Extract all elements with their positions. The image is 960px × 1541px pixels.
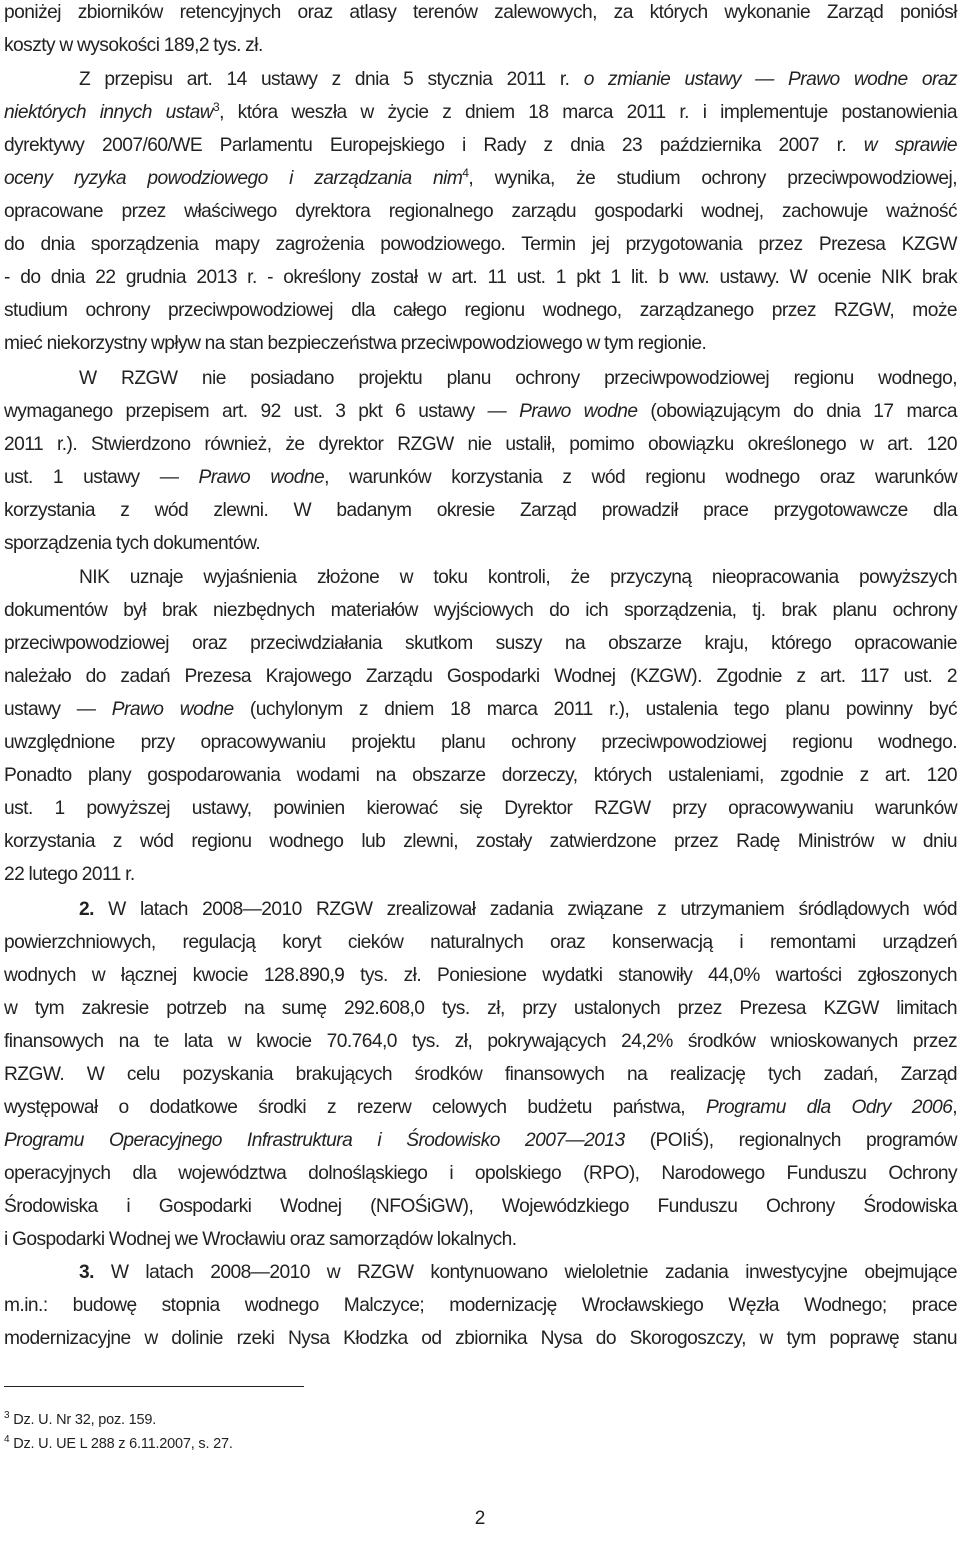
text-line: opracowane przez właściwego dyrektora regionalnego zarządu gospodarki wodnej, zachowuje ważność: [4, 201, 957, 222]
text-line: [4, 96, 957, 129]
paragraph-point-2: [4, 893, 957, 1256]
text-line: 2011 r.). Stwierdzono również, że dyrektor RZGW nie ustalił, pomimo obowiązku określonego w art. 120: [4, 434, 957, 455]
text-line: [4, 461, 957, 494]
text-line: i Gospodarki Wodnej we Wrocławiu oraz samorządów lokalnych.: [4, 1229, 517, 1250]
italic-span: niektórych innych ustaw: [4, 102, 213, 123]
text-span: , która weszła w życie z dniem 18 marca 2011 r. i implementuje postanowienia: [219, 102, 957, 123]
italic-span: Prawo wodne: [519, 401, 638, 422]
footnote-text: Dz. U. UE L 288 z 6.11.2007, s. 27.: [9, 1436, 233, 1452]
text-span: (POIiŚ), regionalnych programów: [624, 1130, 957, 1151]
text-line: finansowych na te lata w kwocie 70.764,0 tys. zł, pokrywających 24,2% środków wnioskowanych przez: [4, 1031, 957, 1052]
text-line: należało do zadań Prezesa Krajowego Zarządu Gospodarki Wodnej (KZGW). Zgodnie z art. 117 ust. 2: [4, 666, 957, 687]
paragraph-przepis: [4, 63, 957, 360]
text-line: RZGW. W celu pozyskania brakujących środków finansowych na realizację tych zadań, Zarząd: [4, 1064, 957, 1085]
text-line: [4, 693, 957, 726]
text-line: [4, 63, 957, 96]
paragraph-point-3: [4, 1256, 957, 1355]
text-line: operacyjnych dla województwa dolnośląskiego i opolskiego (RPO), Narodowego Funduszu Ochrony: [4, 1163, 957, 1184]
paragraph-nik-uznaje: [4, 561, 957, 891]
text-line: uwzględnione przy opracowywaniu projektu planu ochrony przeciwpowodziowej regionu wodnego.: [4, 732, 957, 753]
point-number: 3.: [79, 1262, 94, 1283]
text-line: studium ochrony przeciwpowodziowej dla całego regionu wodnego, zarządzanego przez RZGW, może: [4, 300, 957, 321]
text-line: poniżej zbiorników retencyjnych oraz atlasy terenów zalewowych, za których wykonanie Zarząd poniósł: [4, 2, 957, 23]
italic-span: o zmianie ustawy ― Prawo wodne oraz: [583, 69, 958, 90]
text-line: dokumentów był brak niezbędnych materiałów wyjściowych do ich sporządzenia, tj. brak planu ochrony: [4, 600, 957, 621]
text-line: ust. 1 powyższej ustawy, powinien kierować się Dyrektor RZGW przy opracowywaniu warunków: [4, 798, 957, 819]
text-line: Ponadto plany gospodarowania wodami na obszarze dorzeczy, których ustaleniami, zgodnie z art. 120: [4, 765, 957, 786]
point-number: 2.: [79, 899, 94, 920]
footnote-text: Dz. U. Nr 32, poz. 159.: [9, 1412, 157, 1428]
text-span: ,: [952, 1097, 957, 1118]
paragraph-projekt-planu: [4, 362, 957, 560]
text-span: wymaganego przepisem art. 92 ust. 3 pkt 6 ustawy ―: [4, 401, 520, 422]
text-line: korzystania z wód regionu wodnego lub zlewni, zostały zatwierdzone przez Radę Ministrów w dniu: [4, 831, 957, 852]
text-line: W RZGW nie posiadano projektu planu ochrony przeciwpowodziowej regionu wodnego,: [79, 368, 957, 389]
text-line: [4, 129, 957, 162]
text-line: koszty w wysokości 189,2 tys. zł.: [4, 35, 263, 56]
page-number: 2: [474, 1508, 486, 1529]
text-span: Z przepisu art. 14 ustawy z dnia 5 stycznia 2011 r.: [79, 69, 584, 90]
text-span: ustawy ―: [4, 699, 112, 720]
italic-span: oceny ryzyka powodziowego i zarządzania nim: [4, 168, 463, 189]
italic-span: Programu Operacyjnego Infrastruktura i Środowisko 2007―2013: [4, 1130, 625, 1151]
italic-span: Programu dla Odry 2006: [705, 1097, 953, 1118]
text-span: występował o dodatkowe środki z rezerw celowych budżetu państwa,: [4, 1097, 706, 1118]
text-span: (obowiązującym do dnia 17 marca: [637, 401, 957, 422]
footnote-number: 4: [4, 1434, 10, 1445]
footnote: [4, 1412, 156, 1428]
footnote-number: 3: [4, 1410, 10, 1421]
text-line: [4, 395, 957, 428]
footnote-separator: [4, 1386, 304, 1387]
text-line: korzystania z wód zlewni. W badanym okresie Zarząd prowadził prace przygotowawcze dla: [4, 500, 957, 521]
footnote-ref[interactable]: 4: [462, 166, 469, 180]
footnote: [4, 1436, 233, 1452]
text-line: [4, 893, 957, 926]
text-line: do dnia sporządzenia mapy zagrożenia powodziowego. Termin jej przygotowania przez Prezesa KZGW: [4, 234, 957, 255]
text-span: W latach 2008―2010 w RZGW kontynuowano wieloletnie zadania inwestycyjne obejmujące: [93, 1262, 957, 1283]
text-line: 22 lutego 2011 r.: [4, 864, 135, 885]
text-line: Środowiska i Gospodarki Wodnej (NFOŚiGW), Wojewódzkiego Funduszu Ochrony Środowiska: [4, 1196, 957, 1217]
italic-span: Prawo wodne: [111, 699, 234, 720]
text-line: w tym zakresie potrzeb na sumę 292.608,0 tys. zł, przy ustalonych przez Prezesa KZGW limitach: [4, 998, 957, 1019]
text-line: m.in.: budowę stopnia wodnego Malczyce; modernizację Wrocławskiego Węzła Wodnego; prace: [4, 1295, 957, 1316]
text-line: przeciwpowodziowej oraz przeciwdziałania skutkom suszy na obszarze kraju, którego opracowanie: [4, 633, 957, 654]
text-span: dyrektywy 2007/60/WE Parlamentu Europejskiego i Rady z dnia 23 października 2007 r.: [4, 135, 864, 156]
text-span: (uchylonym z dniem 18 marca 2011 r.), ustalenia tego planu powinny być: [233, 699, 958, 720]
text-span: ust. 1 ustawy ―: [4, 467, 199, 488]
italic-span: w sprawie: [863, 135, 957, 156]
text-line: [4, 1091, 957, 1124]
footnote-ref[interactable]: 3: [213, 100, 220, 114]
text-line: wodnych w łącznej kwocie 128.890,9 tys. zł. Poniesione wydatki stanowiły 44,0% wartości zgłoszonych: [4, 965, 957, 986]
text-line: sporządzenia tych dokumentów.: [4, 533, 261, 554]
text-line: [4, 1124, 957, 1157]
text-line: modernizacyjne w dolinie rzeki Nysa Kłodzka od zbiornika Nysa do Skorogoszczy, w tym poprawę stanu: [4, 1328, 957, 1349]
text-line: NIK uznaje wyjaśnienia złożone w toku kontroli, że przyczyną nieopracowania powyższych: [79, 567, 957, 588]
text-span: , wynika, że studium ochrony przeciwpowodziowej,: [468, 168, 957, 189]
text-line: - do dnia 22 grudnia 2013 r. - określony został w art. 11 ust. 1 pkt 1 lit. b ww. ustawy. W ocenie NIK brak: [4, 267, 957, 288]
text-line: powierzchniowych, regulacją koryt cieków naturalnych oraz konserwacją i remontami urządzeń: [4, 932, 957, 953]
text-line: [4, 1256, 957, 1289]
paragraph-intro: [4, 0, 957, 62]
text-line: mieć niekorzystny wpływ na stan bezpieczeństwa przeciwpowodziowego w tym regionie.: [4, 333, 707, 354]
text-span: W latach 2008―2010 RZGW zrealizował zadania związane z utrzymaniem śródlądowych wód: [93, 899, 957, 920]
italic-span: Prawo wodne: [198, 467, 325, 488]
text-line: [4, 162, 957, 195]
text-span: , warunków korzystania z wód regionu wodnego oraz warunków: [324, 467, 958, 488]
